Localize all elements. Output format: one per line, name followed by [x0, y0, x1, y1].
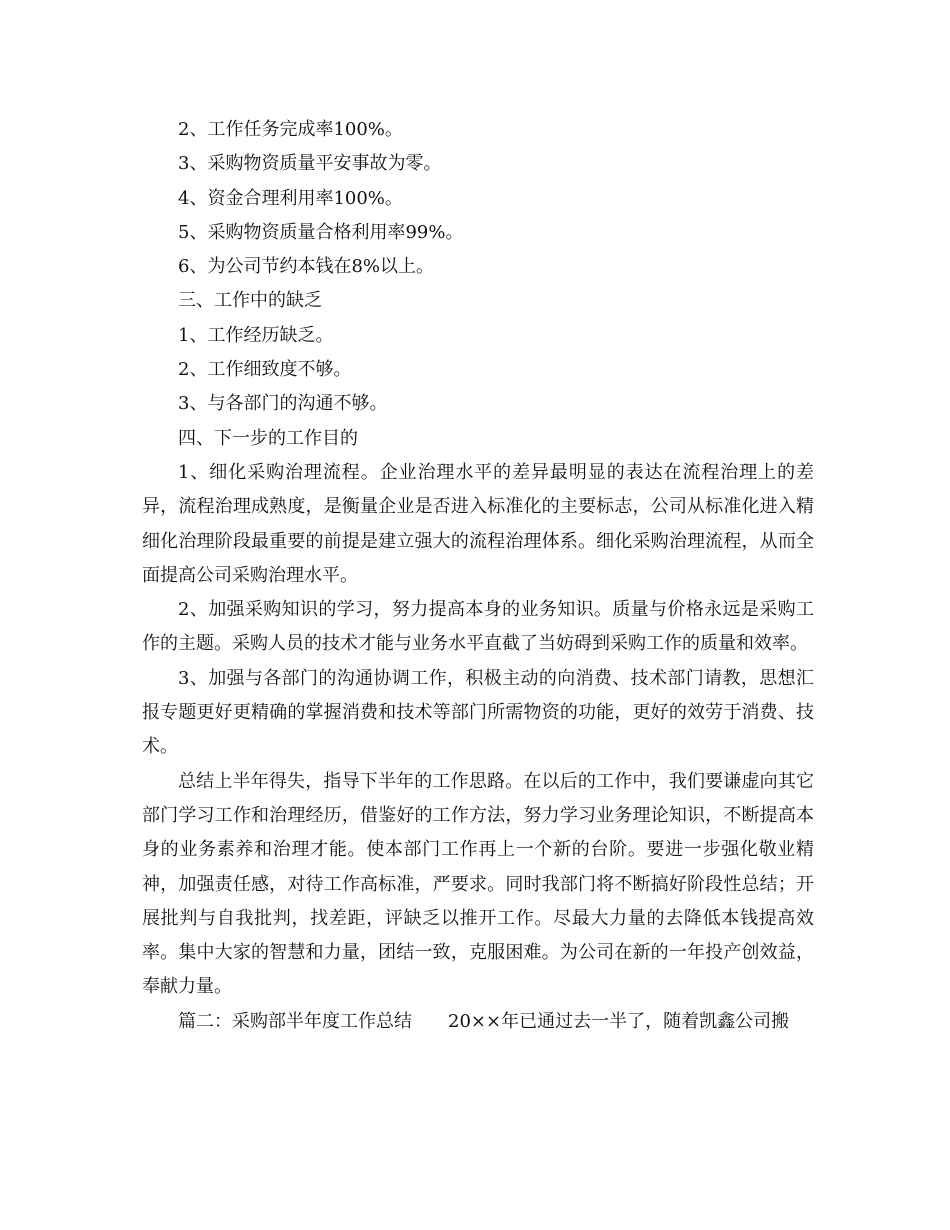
paragraph: 1、细化采购治理流程。企业治理水平的差异最明显的表达在流程治理上的差异，流程治理成熟度，是衡量企业是否进入标准化的主要标志，公司从标准化进入精细化治理阶段最重要的前提是建立强大的流程治理体系。细化采购治理流程，从而全面提高公司采购治理水平。 [142, 461, 814, 586]
list-item: 2、工作任务完成率100%。 [178, 119, 403, 140]
section-heading: 四、下一步的工作目的 [178, 427, 358, 449]
list-item: 3、与各部门的沟通不够。 [178, 393, 388, 415]
list-item: 3、采购物资质量平安事故为零。 [178, 153, 442, 175]
paragraph: 2、加强采购知识的学习，努力提高本身的业务知识。质量与价格永远是采购工作的主题。采购人员的技术才能与业务水平直截了当妨碍到采购工作的质量和效率。 [142, 599, 814, 655]
list-item: 6、为公司节约本钱在8%以上。 [178, 256, 435, 278]
list-item: 1、工作经历缺乏。 [178, 324, 334, 346]
paragraph: 3、加强与各部门的沟通协调工作，积极主动的向消费、技术部门请教，思想汇报专题更好更精确的掌握消费和技术等部门所需物资的功能，更好的效劳于消费、技术。 [142, 667, 814, 758]
document-body [142, 113, 814, 1039]
list-item: 4、资金合理利用率100%。 [178, 187, 403, 209]
next-section-line: 篇二：采购部半年度工作总结 20××年已通过去一半了，随着凯鑫公司搬 [178, 1010, 790, 1032]
list-item: 5、采购物资质量合格利用率99%。 [178, 221, 464, 243]
list-item: 2、工作细致度不够。 [178, 359, 352, 381]
summary-paragraph: 总结上半年得失，指导下半年的工作思路。在以后的工作中，我们要谦虚向其它部门学习工作和治理经历，借鉴好的工作方法，努力学习业务理论知识，不断提高本身的业务素养和治理才能。使本部门工作再上一个新的台阶。要进一步强化敬业精神，加强责任感，对待工作高标准，严要求。同时我部门将不断搞好阶段性总结；开展批判与自我批判，找差距，评缺乏以推开工作。尽最大力量的去降低本钱提高效率。集中大家的智慧和力量，团结一致，克服困难。为公司在新的一年投产创效益，奉献力量。 [142, 770, 814, 998]
section-heading: 三、工作中的缺乏 [178, 290, 322, 312]
